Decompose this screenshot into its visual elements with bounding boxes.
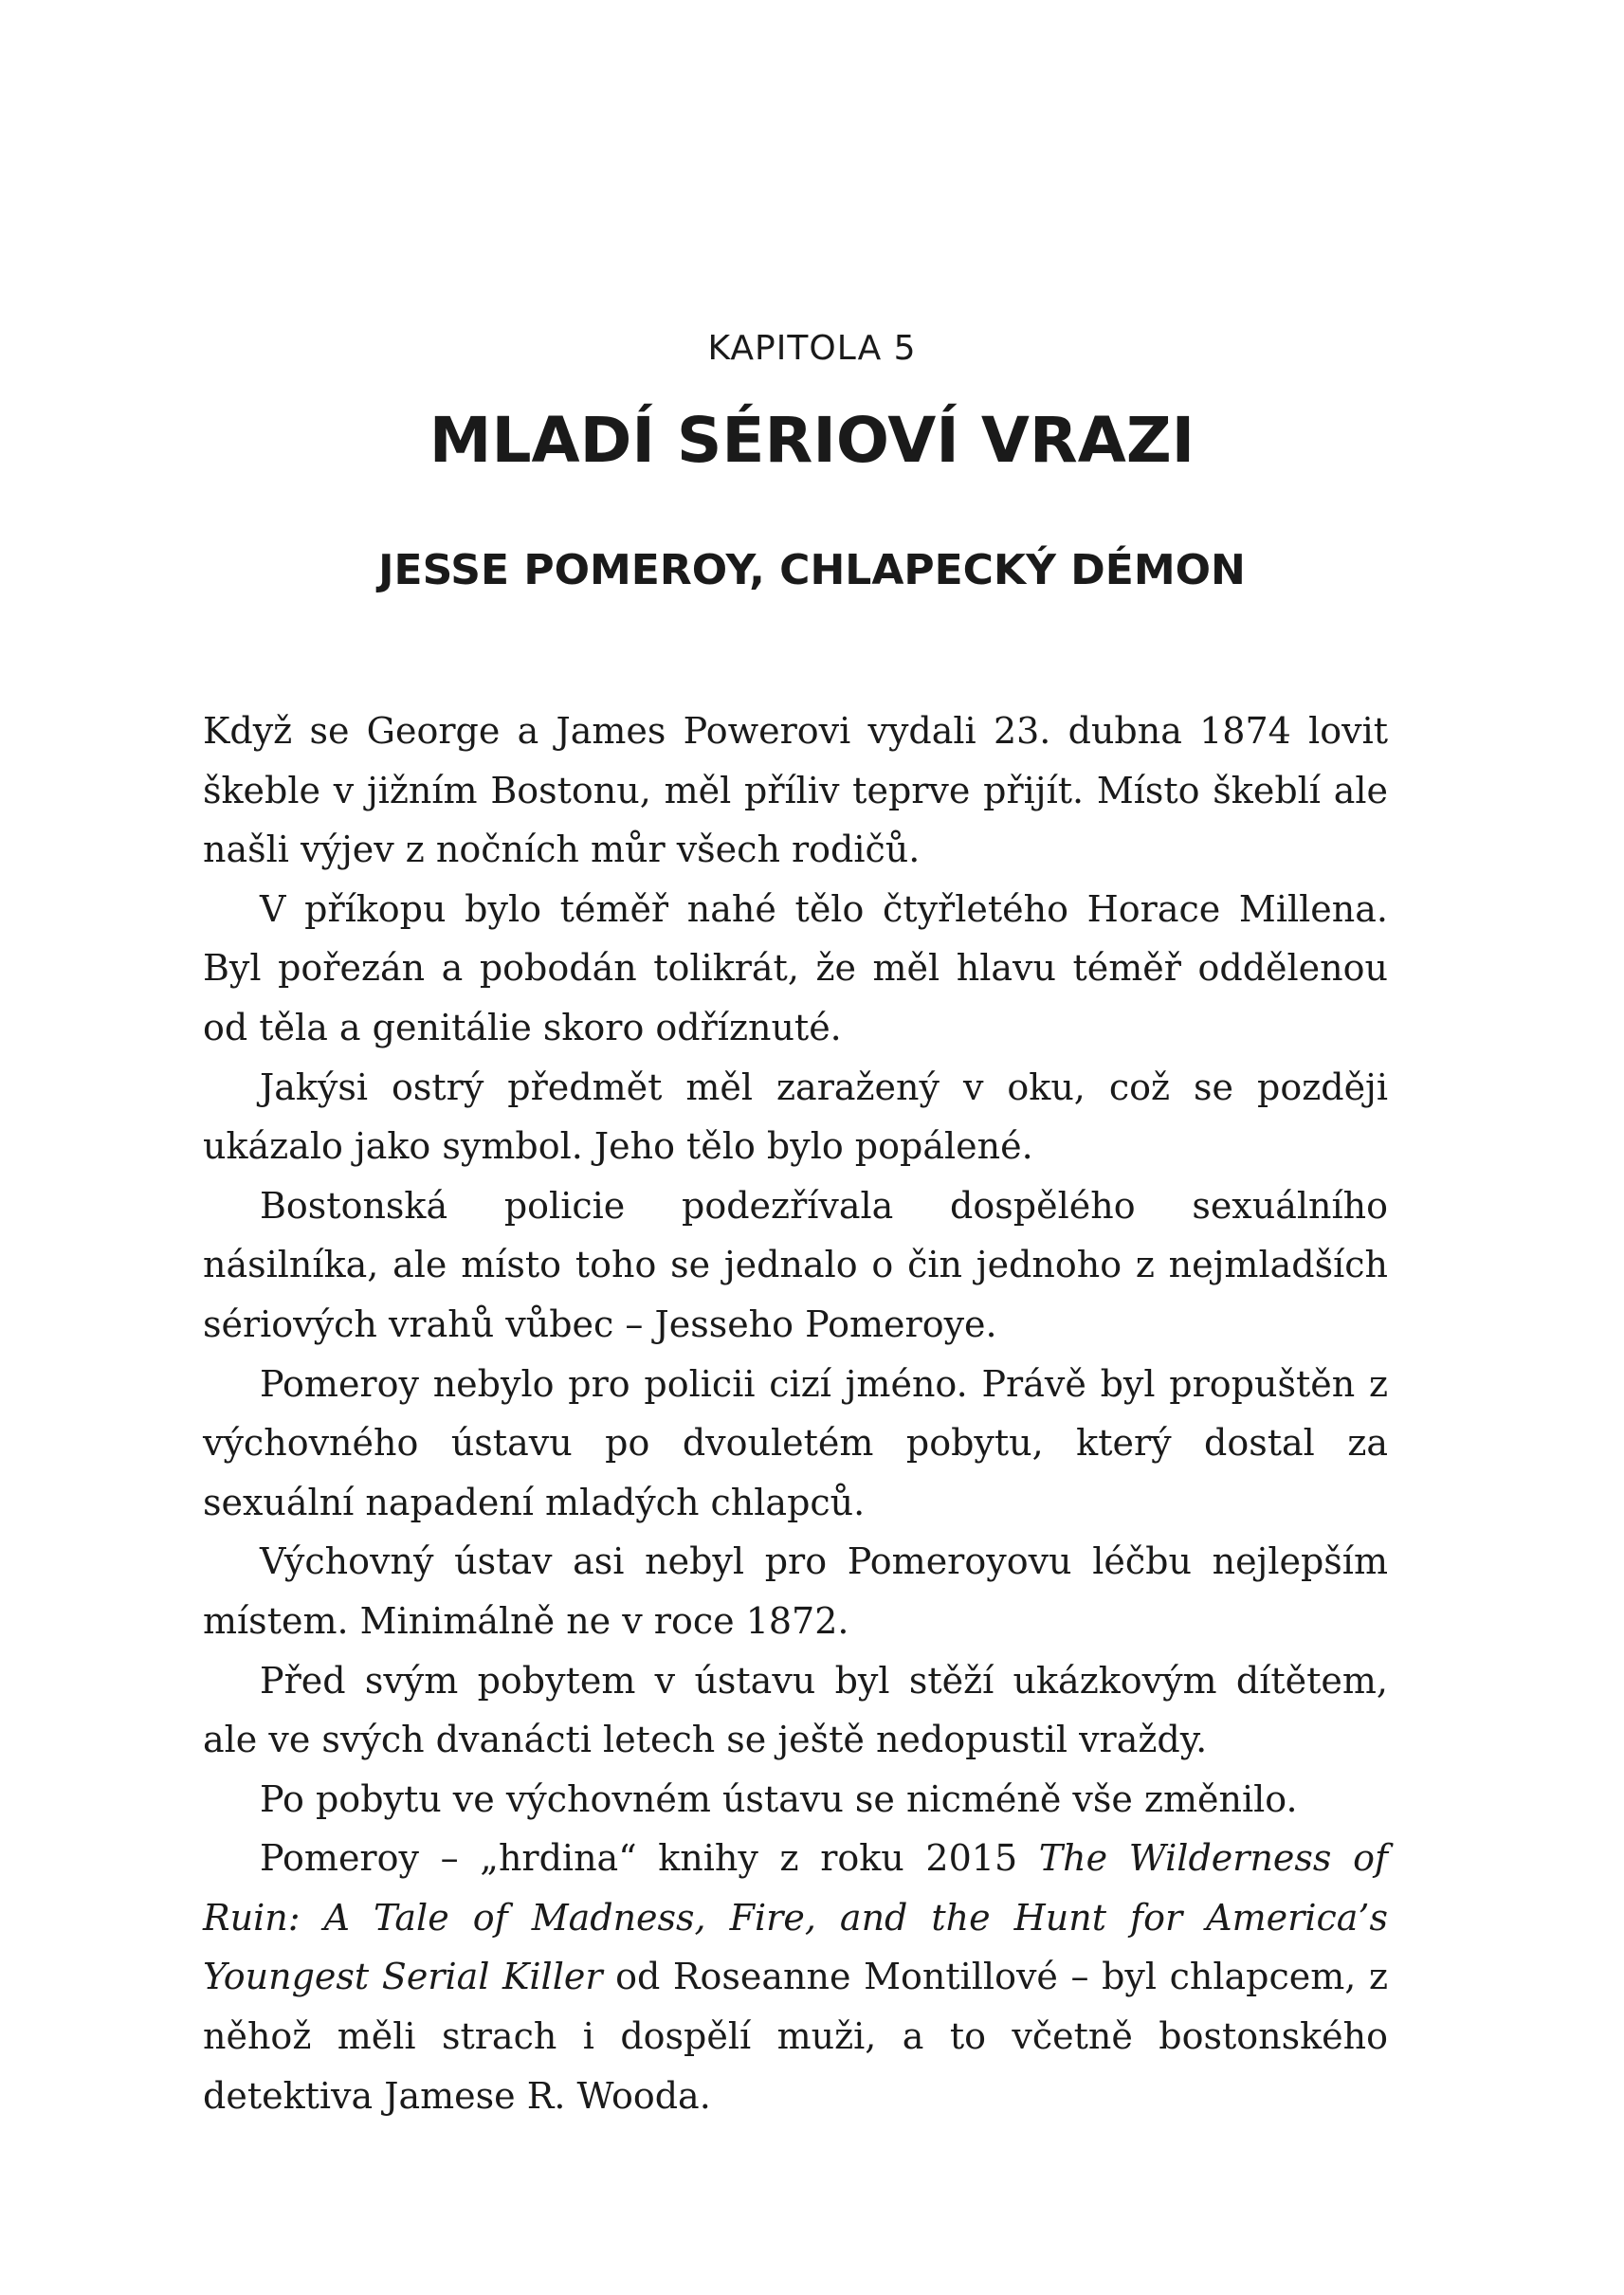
book-title: The Wilderness of Ruin: A Tale of Madness, Fire, and the Hunt for America’s Youngest Serial Killer [203,1837,1389,1998]
paragraph-text-after: od Roseanne Montillové – byl chlapcem, z něhož měli strach i dospělí muži, a to včetně bostonského detektiva Jamese R. Wooda. [203,1956,1388,2117]
paragraph: Bostonská policie podezřívala dospělého sexuálního násilníka, ale místo toho se jednalo o čin jednoho z nejmladších sériových vrahů vůbec – Jesseho Pomeroye. [203,1184,1388,1345]
paragraph: Výchovný ústav asi nebyl pro Pomeroyovu léčbu nejlepším místem. Minimálně ne v roce 1872. [203,1540,1388,1642]
paragraph: V příkopu bylo téměř nahé tělo čtyřletého Horace Millena. Byl pořezán a pobodán tolikrát, že měl hlavu téměř oddělenou od těla a genitálie skoro odříznuté. [203,887,1388,1048]
paragraph-last [203,1829,1388,2125]
paragraph-text-before: Pomeroy – „hrdina“ knihy z roku 2015 [260,1837,1039,1880]
paragraph: Před svým pobytem v ústavu byl stěží ukázkovým dítětem, ale ve svých dvanácti letech se ještě nedopustil vraždy. [203,1659,1388,1761]
section-title: JESSE POMEROY, CHLAPECKÝ DÉMON [378,546,1246,594]
body-text [203,701,1388,2125]
chapter-label: KAPITOLA 5 [707,329,917,368]
paragraph: Když se George a James Powerovi vydali 23. dubna 1874 lovit škeble v jižním Bostonu, měl příliv teprve přijít. Místo škeblí ale našli výjev z nočních můr všech rodičů. [203,710,1388,871]
chapter-title: MLADÍ SÉRIOVÍ VRAZI [429,404,1195,477]
paragraph: Jakýsi ostrý předmět měl zaražený v oku, což se později ukázalo jako symbol. Jeho tělo bylo popálené. [203,1066,1388,1168]
paragraph: Pomeroy nebylo pro policii cizí jméno. Právě byl propuštěn z výchovného ústavu po dvouletém pobytu, který dostal za sexuální napadení mladých chlapců. [203,1362,1388,1523]
paragraph: Po pobytu ve výchovném ústavu se nicméně vše změnilo. [260,1777,1298,1820]
